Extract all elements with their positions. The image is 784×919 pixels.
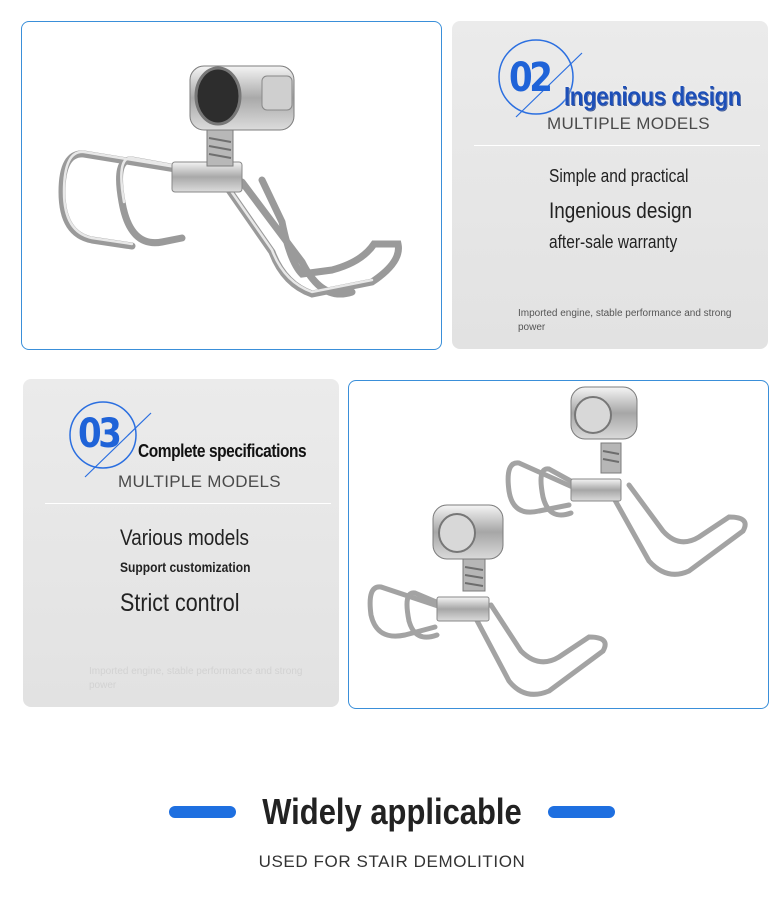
feature-item: Strict control [120,589,240,617]
feature-item: Simple and practical [549,166,689,186]
product-photo-card-single [21,21,442,350]
feature-item: Support customization [120,559,251,575]
feature-item: after-sale warranty [549,232,678,252]
card-note: Imported engine, stable performance and strong power [518,308,732,333]
divider [45,503,331,504]
product-photo-card-pair [348,380,769,709]
card-subheading: MULTIPLE MODELS [547,114,710,133]
card-subheading: MULTIPLE MODELS [118,472,281,491]
rod-holder-pair-image [349,381,769,709]
rod-holder-image [22,22,442,350]
feature-item: Ingenious design [549,198,693,223]
feature-item: Various models [120,525,249,550]
feature-card-specifications [23,379,339,707]
section-subtitle: USED FOR STAIR DEMOLITION [258,852,526,871]
feature-card-design [452,21,768,349]
badge-number: 03 [78,411,119,457]
card-heading: Ingenious design [564,81,741,111]
card-heading: Complete specifications [138,441,307,461]
section-title: Widely applicable [262,791,522,832]
card-note: Imported engine, stable performance and strong power [89,666,303,691]
divider [474,145,760,146]
badge-number: 02 [509,55,550,101]
accent-bar-right [548,806,615,818]
